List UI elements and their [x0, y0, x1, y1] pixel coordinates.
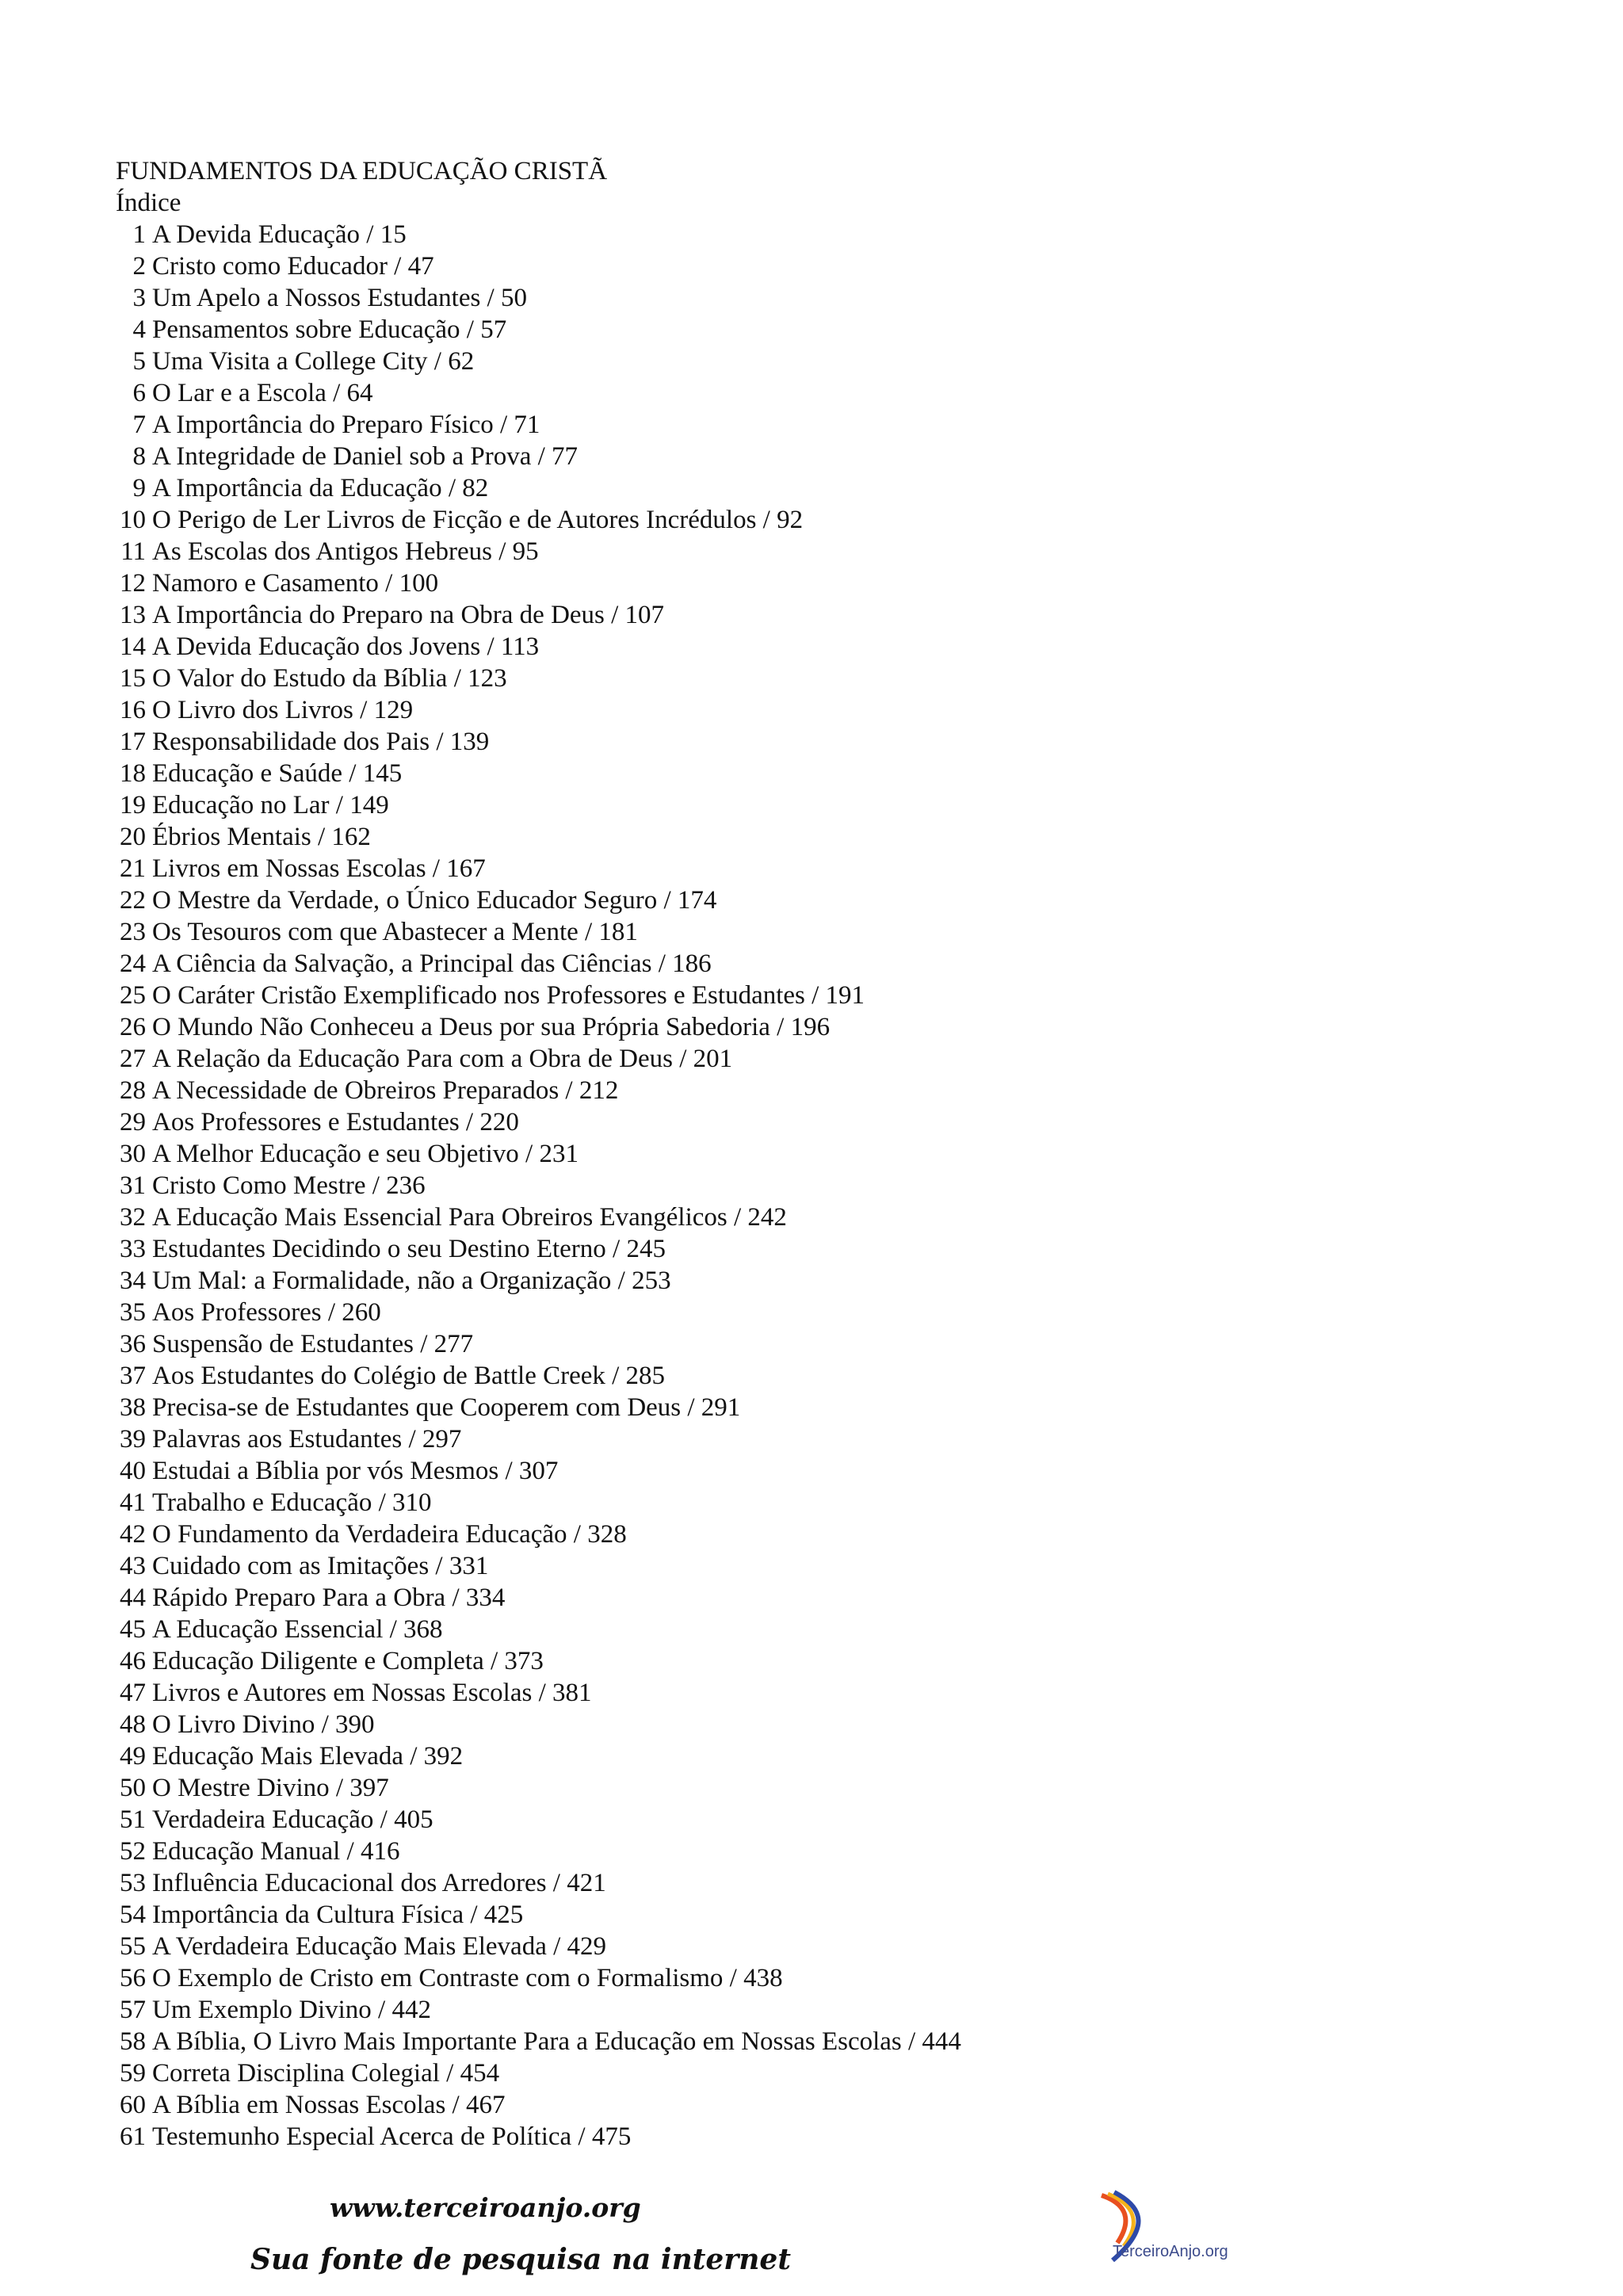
toc-entry-number: 35	[120, 1298, 146, 1327]
toc-entry	[116, 1804, 961, 1836]
toc-entry-number: 47	[120, 1679, 146, 1707]
toc-entry	[116, 1265, 961, 1297]
toc-entry	[116, 1899, 961, 1931]
toc-entry	[116, 1011, 961, 1043]
toc-entry	[116, 1772, 961, 1804]
toc-entry-number: 10	[120, 506, 146, 534]
toc-entry	[116, 282, 961, 314]
toc-entry-title: A Devida Educação dos Jovens / 113	[152, 632, 540, 661]
toc-entry	[116, 1170, 961, 1201]
toc-entry-number: 1	[132, 220, 146, 249]
toc-entry-title: O Mundo Não Conheceu a Deus por sua Própria Sabedoria / 196	[152, 1013, 831, 1041]
toc-entry	[116, 1043, 961, 1075]
toc-entry	[116, 694, 961, 726]
toc-entry	[116, 1106, 961, 1138]
toc-entry-title: O Mestre Divino / 397	[152, 1774, 389, 1802]
toc-entry-number: 15	[120, 664, 146, 693]
toc-entry-number: 55	[120, 1932, 146, 1961]
toc-entry	[116, 1423, 961, 1455]
toc-entry-number: 19	[120, 791, 146, 819]
toc-entry-title: Ébrios Mentais / 162	[152, 823, 371, 851]
toc-entry	[116, 916, 961, 948]
toc-entry	[116, 441, 961, 472]
toc-entry-number: 8	[132, 442, 146, 471]
toc-entry-number: 26	[120, 1013, 146, 1041]
toc-entry	[116, 536, 961, 567]
toc-entry-title: A Importância do Preparo Físico / 71	[152, 411, 540, 439]
toc-entry-number: 23	[120, 918, 146, 946]
toc-entry-number: 42	[120, 1520, 146, 1549]
index-heading: Índice	[116, 189, 181, 217]
toc-entry	[116, 758, 961, 789]
toc-entry-title: A Melhor Educação e seu Objetivo / 231	[152, 1140, 579, 1168]
toc-entry	[116, 504, 961, 536]
toc-entry	[116, 1836, 961, 1867]
toc-entry	[116, 1709, 961, 1740]
toc-entry-number: 13	[120, 601, 146, 629]
toc-entry-title: Rápido Preparo Para a Obra / 334	[152, 1584, 506, 1612]
toc-entry-number: 41	[120, 1488, 146, 1517]
toc-entry-title: Aos Estudantes do Colégio de Battle Creek / 285	[152, 1362, 666, 1390]
toc-entry-title: Precisa-se de Estudantes que Cooperem com Deus / 291	[152, 1393, 741, 1422]
toc-entry-title: Palavras aos Estudantes / 297	[152, 1425, 462, 1454]
toc-entry-title: Testemunho Especial Acerca de Política / 475	[152, 2122, 632, 2151]
toc-entry-number: 11	[120, 537, 146, 566]
toc-entry-title: Estudai a Bíblia por vós Mesmos / 307	[152, 1457, 559, 1485]
toc-entry	[116, 726, 961, 758]
toc-entry-title: Pensamentos sobre Educação / 57	[152, 315, 507, 344]
toc-entry-number: 6	[132, 379, 146, 407]
toc-entry-number: 40	[120, 1457, 146, 1485]
toc-entry	[116, 948, 961, 980]
toc-entry-title: A Bíblia em Nossas Escolas / 467	[152, 2091, 506, 2119]
toc-entry-number: 58	[120, 2027, 146, 2056]
toc-entry	[116, 599, 961, 631]
document-title: FUNDAMENTOS DA EDUCAÇÃO CRISTÃ	[116, 157, 608, 185]
toc-entry	[116, 1677, 961, 1709]
toc-entry	[116, 1740, 961, 1772]
toc-entry-title: O Perigo de Ler Livros de Ficção e de Autores Incrédulos / 92	[152, 506, 804, 534]
toc-entry-title: A Educação Mais Essencial Para Obreiros Evangélicos / 242	[152, 1203, 787, 1232]
toc-entry-number: 45	[120, 1615, 146, 1644]
toc-entry-title: Uma Visita a College City / 62	[152, 347, 475, 376]
toc-entry-number: 16	[120, 696, 146, 724]
toc-entry-number: 60	[120, 2091, 146, 2119]
toc-entry-title: As Escolas dos Antigos Hebreus / 95	[152, 537, 539, 566]
toc-entry-title: Livros e Autores em Nossas Escolas / 381	[152, 1679, 592, 1707]
toc-entry-title: A Importância da Educação / 82	[152, 474, 489, 502]
toc-entry-title: O Caráter Cristão Exemplificado nos Professores e Estudantes / 191	[152, 981, 865, 1010]
toc-entry	[116, 663, 961, 694]
toc-entry-number: 53	[120, 1869, 146, 1897]
toc-entry-title: Aos Professores e Estudantes / 220	[152, 1108, 519, 1137]
toc-entry-number: 46	[120, 1647, 146, 1675]
toc-entry-title: Educação no Lar / 149	[152, 791, 389, 819]
toc-entry-title: A Devida Educação / 15	[152, 220, 407, 249]
toc-entry-title: A Necessidade de Obreiros Preparados / 212	[152, 1076, 619, 1105]
toc-entry-number: 18	[120, 759, 146, 788]
toc-entry-number: 33	[120, 1235, 146, 1263]
toc-entry-title: Estudantes Decidindo o seu Destino Eterno / 245	[152, 1235, 666, 1263]
toc-entry-number: 34	[120, 1266, 146, 1295]
toc-entry	[116, 1994, 961, 2026]
toc-entry-number: 12	[120, 569, 146, 598]
toc-entry-number: 50	[120, 1774, 146, 1802]
toc-entry-number: 22	[120, 886, 146, 915]
logo-text: TerceiroAnjo.org	[1113, 2243, 1228, 2260]
toc-entry	[116, 1233, 961, 1265]
toc-entry	[116, 1455, 961, 1487]
toc-entry	[116, 567, 961, 599]
toc-entry-number: 7	[132, 411, 146, 439]
toc-entry	[116, 250, 961, 282]
toc-entry-number: 5	[132, 347, 146, 376]
table-of-contents	[116, 219, 961, 2153]
toc-entry	[116, 1867, 961, 1899]
toc-entry	[116, 219, 961, 250]
toc-entry-number: 31	[120, 1171, 146, 1200]
toc-entry	[116, 1645, 961, 1677]
toc-entry	[116, 346, 961, 377]
toc-entry	[116, 1614, 961, 1645]
toc-entry	[116, 1075, 961, 1106]
toc-entry	[116, 2121, 961, 2153]
toc-entry-number: 14	[120, 632, 146, 661]
toc-entry	[116, 472, 961, 504]
footer-website: www.terceiroanjo.org	[330, 2192, 641, 2223]
toc-entry-title: Um Mal: a Formalidade, não a Organização / 253	[152, 1266, 671, 1295]
toc-entry	[116, 1962, 961, 1994]
toc-entry-number: 51	[120, 1805, 146, 1834]
toc-entry-title: Trabalho e Educação / 310	[152, 1488, 432, 1517]
toc-entry	[116, 1487, 961, 1519]
toc-entry	[116, 1138, 961, 1170]
toc-entry	[116, 409, 961, 441]
toc-entry-number: 49	[120, 1742, 146, 1771]
toc-entry-title: Responsabilidade dos Pais / 139	[152, 728, 490, 756]
toc-entry-title: Cuidado com as Imitações / 331	[152, 1552, 489, 1580]
toc-entry	[116, 377, 961, 409]
toc-entry	[116, 789, 961, 821]
toc-entry-number: 43	[120, 1552, 146, 1580]
toc-entry	[116, 1550, 961, 1582]
toc-entry-number: 9	[132, 474, 146, 502]
toc-entry-title: A Ciência da Salvação, a Principal das Ciências / 186	[152, 949, 712, 978]
toc-entry-title: O Exemplo de Cristo em Contraste com o Formalismo / 438	[152, 1964, 783, 1992]
toc-entry-number: 3	[132, 284, 146, 312]
toc-entry-title: A Educação Essencial / 368	[152, 1615, 443, 1644]
toc-entry-title: Educação Manual / 416	[152, 1837, 400, 1866]
toc-entry-title: A Integridade de Daniel sob a Prova / 77	[152, 442, 579, 471]
toc-entry-title: Aos Professores / 260	[152, 1298, 381, 1327]
toc-entry-title: O Livro Divino / 390	[152, 1710, 375, 1739]
toc-entry-number: 29	[120, 1108, 146, 1137]
toc-entry	[116, 1297, 961, 1328]
toc-entry-title: Cristo como Educador / 47	[152, 252, 434, 281]
toc-entry	[116, 821, 961, 853]
toc-entry-title: A Importância do Preparo na Obra de Deus / 107	[152, 601, 665, 629]
toc-entry-number: 24	[120, 949, 146, 978]
toc-entry-number: 61	[120, 2122, 146, 2151]
toc-entry-title: Educação Mais Elevada / 392	[152, 1742, 464, 1771]
toc-entry-title: Cristo Como Mestre / 236	[152, 1171, 426, 1200]
toc-entry-title: Influência Educacional dos Arredores / 421	[152, 1869, 606, 1897]
toc-entry-number: 27	[120, 1045, 146, 1073]
toc-entry-number: 54	[120, 1901, 146, 1929]
toc-entry-title: Livros em Nossas Escolas / 167	[152, 854, 486, 883]
toc-entry-number: 28	[120, 1076, 146, 1105]
toc-entry	[116, 2026, 961, 2057]
terceiroanjo-logo-icon	[1094, 2187, 1260, 2275]
toc-entry-title: Verdadeira Educação / 405	[152, 1805, 433, 1834]
toc-entry-title: Suspensão de Estudantes / 277	[152, 1330, 474, 1358]
toc-entry-number: 20	[120, 823, 146, 851]
toc-entry-number: 59	[120, 2059, 146, 2088]
toc-entry-number: 32	[120, 1203, 146, 1232]
toc-entry-number: 38	[120, 1393, 146, 1422]
toc-entry	[116, 1328, 961, 1360]
toc-entry-number: 39	[120, 1425, 146, 1454]
footer-slogan: Sua fonte de pesquisa na internet	[250, 2243, 791, 2276]
toc-entry	[116, 1582, 961, 1614]
toc-entry-number: 25	[120, 981, 146, 1010]
toc-entry	[116, 2057, 961, 2089]
toc-entry-title: Os Tesouros com que Abastecer a Mente / 181	[152, 918, 638, 946]
toc-entry-title: O Valor do Estudo da Bíblia / 123	[152, 664, 507, 693]
toc-entry	[116, 1392, 961, 1423]
toc-entry-title: A Verdadeira Educação Mais Elevada / 429	[152, 1932, 607, 1961]
toc-entry-number: 56	[120, 1964, 146, 1992]
toc-entry	[116, 884, 961, 916]
toc-entry-title: O Mestre da Verdade, o Único Educador Seguro / 174	[152, 886, 717, 915]
toc-entry	[116, 1519, 961, 1550]
toc-entry	[116, 1201, 961, 1233]
toc-entry	[116, 631, 961, 663]
toc-entry	[116, 1931, 961, 1962]
toc-entry-number: 48	[120, 1710, 146, 1739]
toc-entry-title: O Livro dos Livros / 129	[152, 696, 414, 724]
toc-entry	[116, 1360, 961, 1392]
toc-entry-title: O Lar e a Escola / 64	[152, 379, 373, 407]
toc-entry-number: 2	[132, 252, 146, 281]
toc-entry-title: Um Exemplo Divino / 442	[152, 1996, 431, 2024]
toc-entry-number: 4	[132, 315, 146, 344]
toc-entry-number: 17	[120, 728, 146, 756]
toc-entry-number: 52	[120, 1837, 146, 1866]
toc-entry-title: Educação e Saúde / 145	[152, 759, 403, 788]
toc-entry-number: 57	[120, 1996, 146, 2024]
toc-entry-title: Importância da Cultura Física / 425	[152, 1901, 524, 1929]
toc-entry-title: A Relação da Educação Para com a Obra de Deus / 201	[152, 1045, 733, 1073]
toc-entry	[116, 853, 961, 884]
toc-entry-title: Educação Diligente e Completa / 373	[152, 1647, 544, 1675]
toc-entry-title: A Bíblia, O Livro Mais Importante Para a Educação em Nossas Escolas / 444	[152, 2027, 961, 2056]
toc-entry-title: O Fundamento da Verdadeira Educação / 328	[152, 1520, 627, 1549]
toc-entry-number: 30	[120, 1140, 146, 1168]
toc-entry-title: Correta Disciplina Colegial / 454	[152, 2059, 500, 2088]
toc-entry	[116, 980, 961, 1011]
toc-entry	[116, 314, 961, 346]
toc-entry-title: Namoro e Casamento / 100	[152, 569, 439, 598]
toc-entry-number: 44	[120, 1584, 146, 1612]
toc-entry	[116, 2089, 961, 2121]
toc-entry-number: 36	[120, 1330, 146, 1358]
toc-entry-title: Um Apelo a Nossos Estudantes / 50	[152, 284, 527, 312]
toc-entry-number: 37	[120, 1362, 146, 1390]
toc-entry-number: 21	[120, 854, 146, 883]
